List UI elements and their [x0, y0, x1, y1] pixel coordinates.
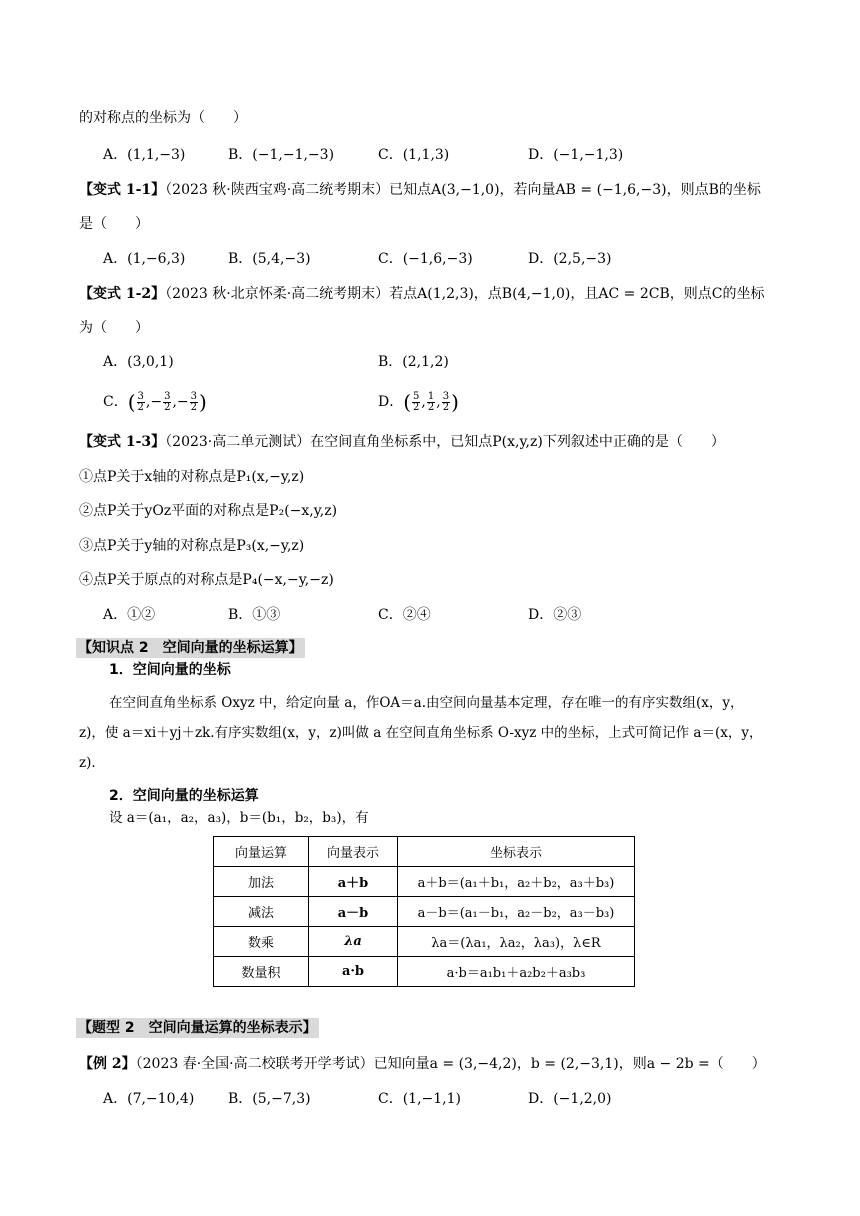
section-title: 2．空间向量的坐标运算: [109, 788, 259, 804]
option-b: B．(2,1,2): [378, 354, 449, 370]
fraction: $\frac{5}{2}$: [413, 390, 420, 413]
option-c: C．(−1,6,−3): [378, 251, 473, 267]
paragraph-line: z).: [79, 755, 96, 771]
option-label: C．: [103, 394, 128, 410]
table-header-cell: 向量表示: [309, 837, 398, 867]
variant-tag: 【变式 1-2】: [79, 286, 166, 302]
option-a: A．(3,0,1): [103, 354, 174, 370]
table-header-cell: 向量运算: [214, 837, 309, 867]
option-d: D．(−1,−1,3): [528, 147, 624, 163]
option-c: C．②④: [378, 607, 431, 623]
variant-question: 若点A(1,2,3)，点B(4,−1,0)，且AC = 2CB，则点C的坐标: [389, 286, 765, 302]
option-c: C．(1,−1,1): [378, 1091, 461, 1107]
variant-tag: 【变式 1-3】: [79, 434, 166, 450]
table-row: [214, 867, 635, 897]
option-a: A．(1,1,−3): [103, 147, 186, 163]
option-c: C．( $\frac{3}{2}$ ,− $\frac{3}{2}$ ,− $\frac{3}{2}$ ): [103, 390, 207, 414]
table-cell: a－b＝(a₁－b₁，a₂－b₂，a₃－b₃): [398, 897, 635, 927]
table-cell: a＋b＝(a₁＋b₁，a₂＋b₂，a₃＋b₃): [398, 867, 635, 897]
table-cell: 数量积: [214, 957, 309, 987]
table-cell: 数乘: [214, 927, 309, 957]
option-label: D．: [378, 394, 404, 410]
option-b: B．①③: [228, 607, 281, 623]
statement-item: ③点P关于y轴的对称点是P₃(x,−y,z): [79, 538, 305, 554]
option-a: A．①②: [103, 607, 156, 623]
table-cell: a·b: [309, 957, 398, 987]
option-b: B．(−1,−1,−3): [228, 147, 335, 163]
variant-1-1-stem: [79, 180, 761, 200]
knowledge-point-header: 【知识点 2 空间向量的坐标运算】: [78, 640, 303, 656]
fraction: $\frac{3}{2}$: [164, 390, 171, 413]
fraction: $\frac{3}{2}$: [190, 390, 198, 413]
option-a: A．(1,−6,3): [103, 251, 186, 267]
paragraph-line: z)，使 a＝xi＋yj＋zk.有序实数组(x，y，z)叫做 a 在空间直角坐标系 O-xyz 中的坐标，上式可简记作 a＝(x，y，: [79, 725, 763, 741]
coordinate-operation-table: [213, 836, 635, 987]
variant-source: （2023 秋·陕西宝鸡·高二统考期末）: [165, 182, 390, 198]
option-d: D．( $\frac{5}{2}$ , $\frac{1}{2}$ , $\frac{3}{2}$ ): [378, 390, 459, 414]
table-cell: a－b: [309, 897, 398, 927]
question-stem-tail: 的对称点的坐标为（ ）: [79, 110, 247, 126]
table-cell: λa: [309, 927, 398, 957]
table-row: [214, 957, 635, 987]
variant-1-2-stem: [79, 284, 764, 304]
option-a: A．(7,−10,4): [103, 1091, 195, 1107]
statement-item: ①点P关于x轴的对称点是P₁(x,−y,z): [79, 469, 305, 485]
variant-tag: 【变式 1-1】: [79, 182, 166, 198]
option-d: D．(2,5,−3): [528, 251, 612, 267]
paragraph-line: 在空间直角坐标系 Oxyz 中，给定向量 a，作OA＝a.由空间向量基本定理，存在唯一的有序实数组(x，y，: [109, 695, 744, 711]
example-question: 已知向量a = (3,−4,2)，b = (2,−3,1)，则a − 2b =（ ）: [373, 1056, 766, 1072]
variant-1-2-stem-cont: 为（ ）: [79, 320, 149, 336]
fraction: $\frac{3}{2}$: [137, 390, 144, 413]
example-2-stem: [79, 1054, 766, 1074]
table-cell: 减法: [214, 897, 309, 927]
table-row: [214, 927, 635, 957]
example-source: （2023 春·全国·高二校联考开学考试）: [135, 1056, 374, 1072]
table-cell: a·b＝a₁b₁＋a₂b₂＋a₃b₃: [398, 957, 635, 987]
option-c: C．(1,1,3): [378, 147, 450, 163]
question-type-header: 【题型 2 空间向量运算的坐标表示】: [78, 1020, 317, 1036]
option-d: D．(−1,2,0): [528, 1091, 612, 1107]
fraction: $\frac{1}{2}$: [427, 390, 435, 413]
variant-question: 已知点A(3,−1,0)，若向量AB = (−1,6,−3)，则点B的坐标: [389, 182, 761, 198]
variant-source: （2023 秋·北京怀柔·高二统考期末）: [165, 286, 390, 302]
table-row: [214, 897, 635, 927]
paragraph-line: 设 a＝(a₁，a₂，a₃)，b＝(b₁，b₂，b₃)，有: [109, 810, 369, 826]
section-title: 1．空间向量的坐标: [109, 662, 231, 678]
variant-question: 在空间直角坐标系中，已知点P(x,y,z)下列叙述中正确的是（ ）: [310, 434, 725, 450]
option-b: B．(5,4,−3): [228, 251, 311, 267]
table-cell: λa＝(λa₁，λa₂，λa₃)，λ∈R: [398, 927, 635, 957]
example-tag: 【例 2】: [79, 1056, 136, 1072]
variant-source: （2023·高二单元测试）: [165, 434, 311, 450]
variant-1-3-stem: [79, 432, 725, 452]
variant-1-1-stem-cont: 是（ ）: [79, 216, 149, 232]
table-cell: a＋b: [309, 867, 398, 897]
statement-item: ④点P关于原点的对称点是P₄(−x,−y,−z): [79, 572, 334, 588]
fraction: $\frac{3}{2}$: [442, 390, 450, 413]
table-header-cell: 坐标表示: [398, 837, 635, 867]
table-header-row: [214, 837, 635, 867]
option-b: B．(5,−7,3): [228, 1091, 311, 1107]
statement-item: ②点P关于yOz平面的对称点是P₂(−x,y,z): [79, 503, 338, 519]
option-d: D．②③: [528, 607, 582, 623]
table-cell: 加法: [214, 867, 309, 897]
